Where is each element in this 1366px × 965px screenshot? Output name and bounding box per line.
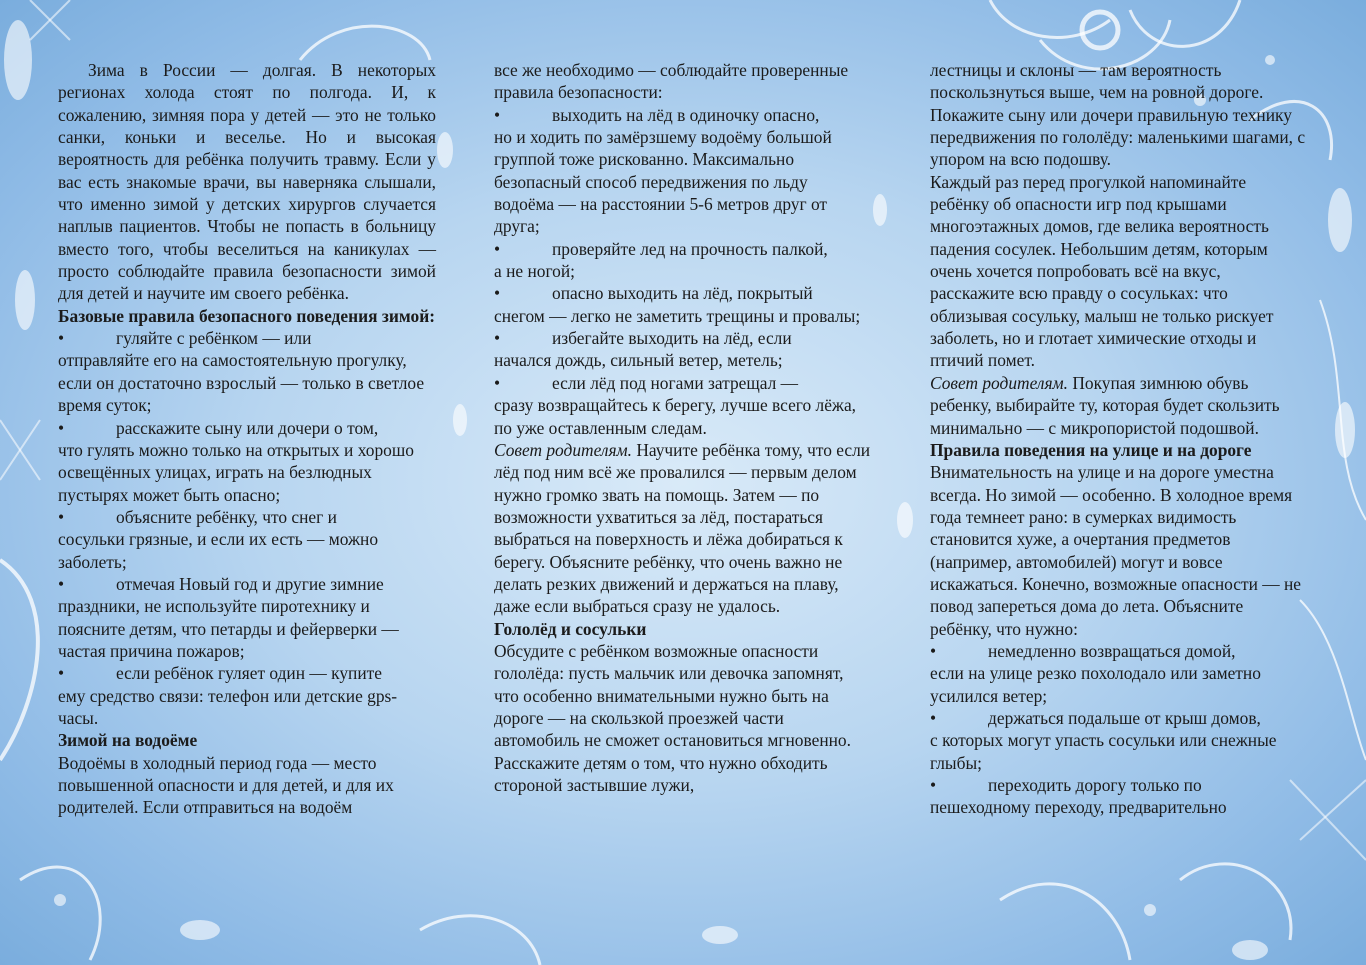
section-heading-ice: Гололёд и сосульки	[494, 618, 647, 639]
bullet-icon: •	[930, 640, 937, 661]
section-heading-street: Правила поведения на улице и на дороге	[930, 439, 1252, 460]
bullet-item: • избегайте выходить на лёд, если начался дождь, сильный ветер, метель;	[494, 328, 792, 371]
bullet-icon: •	[494, 104, 501, 125]
bullet-icon: •	[930, 707, 937, 728]
bullet-item: • опасно выходить на лёд, покрытый снегом — легко не заметить трещины и провалы;	[494, 283, 861, 326]
bullet-icon: •	[58, 328, 65, 349]
bullet-item: • гуляйте с ребёнком — или отправляйте его на самостоятельную прогулку, если он достаточно взрослый — только в светлое время суток;	[58, 328, 425, 416]
column-2	[494, 59, 872, 796]
advice-label: Совет родителям.	[494, 439, 632, 460]
bullet-item: • выходить на лёд в одиночку опасно, но и ходить по замёрзшему водоёму большой группой тоже рискованно. Максимально безопасный способ передвижения по льду водоёма — на расстоянии 5-6 метров друг от друга;	[494, 104, 832, 237]
continued-paragraph: лестницы и склоны — там вероятность поскользнуться выше, чем на ровной дороге. Покажите сыну или дочери правильную технику передвижения по гололёду: маленькими шагами, с упором на всю подошву.	[930, 60, 1306, 170]
bullet-item: • проверяйте лед на прочность палкой, а не ногой;	[494, 238, 828, 282]
column-1	[58, 59, 436, 819]
bullet-icon: •	[58, 573, 65, 594]
puddles-paragraph: Расскажите детям о том, что нужно обходить стороной застывшие лужи,	[494, 752, 828, 795]
bullet-icon: •	[494, 238, 501, 259]
bullet-icon: •	[494, 328, 501, 349]
advice-paragraph: Совет родителям. Научите ребёнка тому, что если лёд под ним всё же провалился — первым делом нужно громко звать на помощь. Затем — по возможности ухватиться за лёд, постараться выбраться на поверхность и лёжа добираться к берегу. Объясните ребёнку, что очень важно не делать резких движений и держаться на плаву, даже если выбраться сразу не удалось.	[494, 439, 871, 617]
bullet-item: • отмечая Новый год и другие зимние праздники, не используйте пиротехнику и поясните детям, что петарды и фейерверки — частая причина пожаров;	[58, 573, 399, 661]
bullet-icon: •	[58, 663, 65, 684]
bullet-icon: •	[58, 417, 65, 438]
bullet-item: • переходить дорогу только по пешеходному переходу, предварительно	[930, 775, 1227, 818]
bullet-icon: •	[494, 283, 501, 304]
water-paragraph: Водоёмы в холодный период года — место повышенной опасности и для детей, и для их родителей. Если отправиться на водоём	[58, 752, 394, 818]
bullet-item: • если лёд под ногами затрещал — сразу возвращайтесь к берегу, лучше всего лёжа, по уже оставленным следам.	[494, 372, 857, 438]
advice-paragraph: Совет родителям. Покупая зимнюю обувь ребенку, выбирайте ту, которая будет скользить минимально — с микропористой подошвой.	[930, 372, 1280, 438]
bullet-icon: •	[930, 775, 937, 795]
bullet-item: • объясните ребёнку, что снег и сосульки грязные, и если их есть — можно заболеть;	[58, 506, 379, 572]
intro-paragraph: Зима в России — долгая. В некоторых регионах холода стоят по полгода. И, к сожалению, зимняя пора у детей — это не только санки, коньки и веселье. Но и высокая вероятность для ребёнка получить травму. Если у вас есть знакомые врачи, вы наверняка слышали, что именно зимой у детских хирургов случается наплыв пациентов. Чтобы не попасть в больницу вместо того, чтобы веселиться на каникулах — просто соблюдайте правила безопасности зимой для детей и научите им своего ребёнка.	[58, 60, 436, 304]
street-paragraph: Внимательность на улице и на дороге уместна всегда. Но зимой — особенно. В холодное время года темнеет рано: в сумерках видимость становится хуже, а очертания предметов (например, автомобилей) могут и вовсе искажаться. Конечно, возможные опасности — не повод запереться дома до лета. Объясните ребёнку, что нужно:	[930, 462, 1301, 639]
bullet-item: • расскажите сыну или дочери о том, что гулять можно только на открытых и хорошо освещённых улицах, играть на безлюдных пустырях может быть опасно;	[58, 417, 414, 505]
bullet-item: • немедленно возвращаться домой, если на улице резко похолодало или заметно усилился ветер;	[930, 640, 1261, 706]
bullet-icon: •	[494, 372, 501, 393]
roofs-paragraph: Каждый раз перед прогулкой напоминайте ребёнку об опасности игр под крышами многоэтажных домов, где велика вероятность падения сосулек. Небольшим детям, которым очень хочется попробовать всё на вкус, расскажите всю правду о сосульках: что облизывая сосульку, малыш не только рискует заболеть, но и глотает химические отходы и птичий помет.	[930, 171, 1274, 371]
continued-paragraph: все же необходимо — соблюдайте проверенные правила безопасности:	[494, 60, 849, 103]
section-heading-basic-rules: Базовые правила безопасного поведения зимой:	[58, 305, 436, 326]
advice-label: Совет родителям.	[930, 372, 1068, 393]
bullet-icon: •	[58, 506, 65, 527]
ice-paragraph: Обсудите с ребёнком возможные опасности гололёда: пусть мальчик или девочка запомнят, что особенно внимательными нужно быть на дороге — на скользкой проезжей части автомобиль не сможет остановиться мгновенно.	[494, 640, 851, 751]
section-heading-water: Зимой на водоёме	[58, 730, 198, 751]
bullet-item: • держаться подальше от крыш домов, с которых могут упасть сосульки или снежные глыбы;	[930, 707, 1277, 773]
column-3	[930, 59, 1308, 819]
bullet-item: • если ребёнок гуляет один — купите ему средство связи: телефон или детские gps-часы.	[58, 663, 398, 728]
